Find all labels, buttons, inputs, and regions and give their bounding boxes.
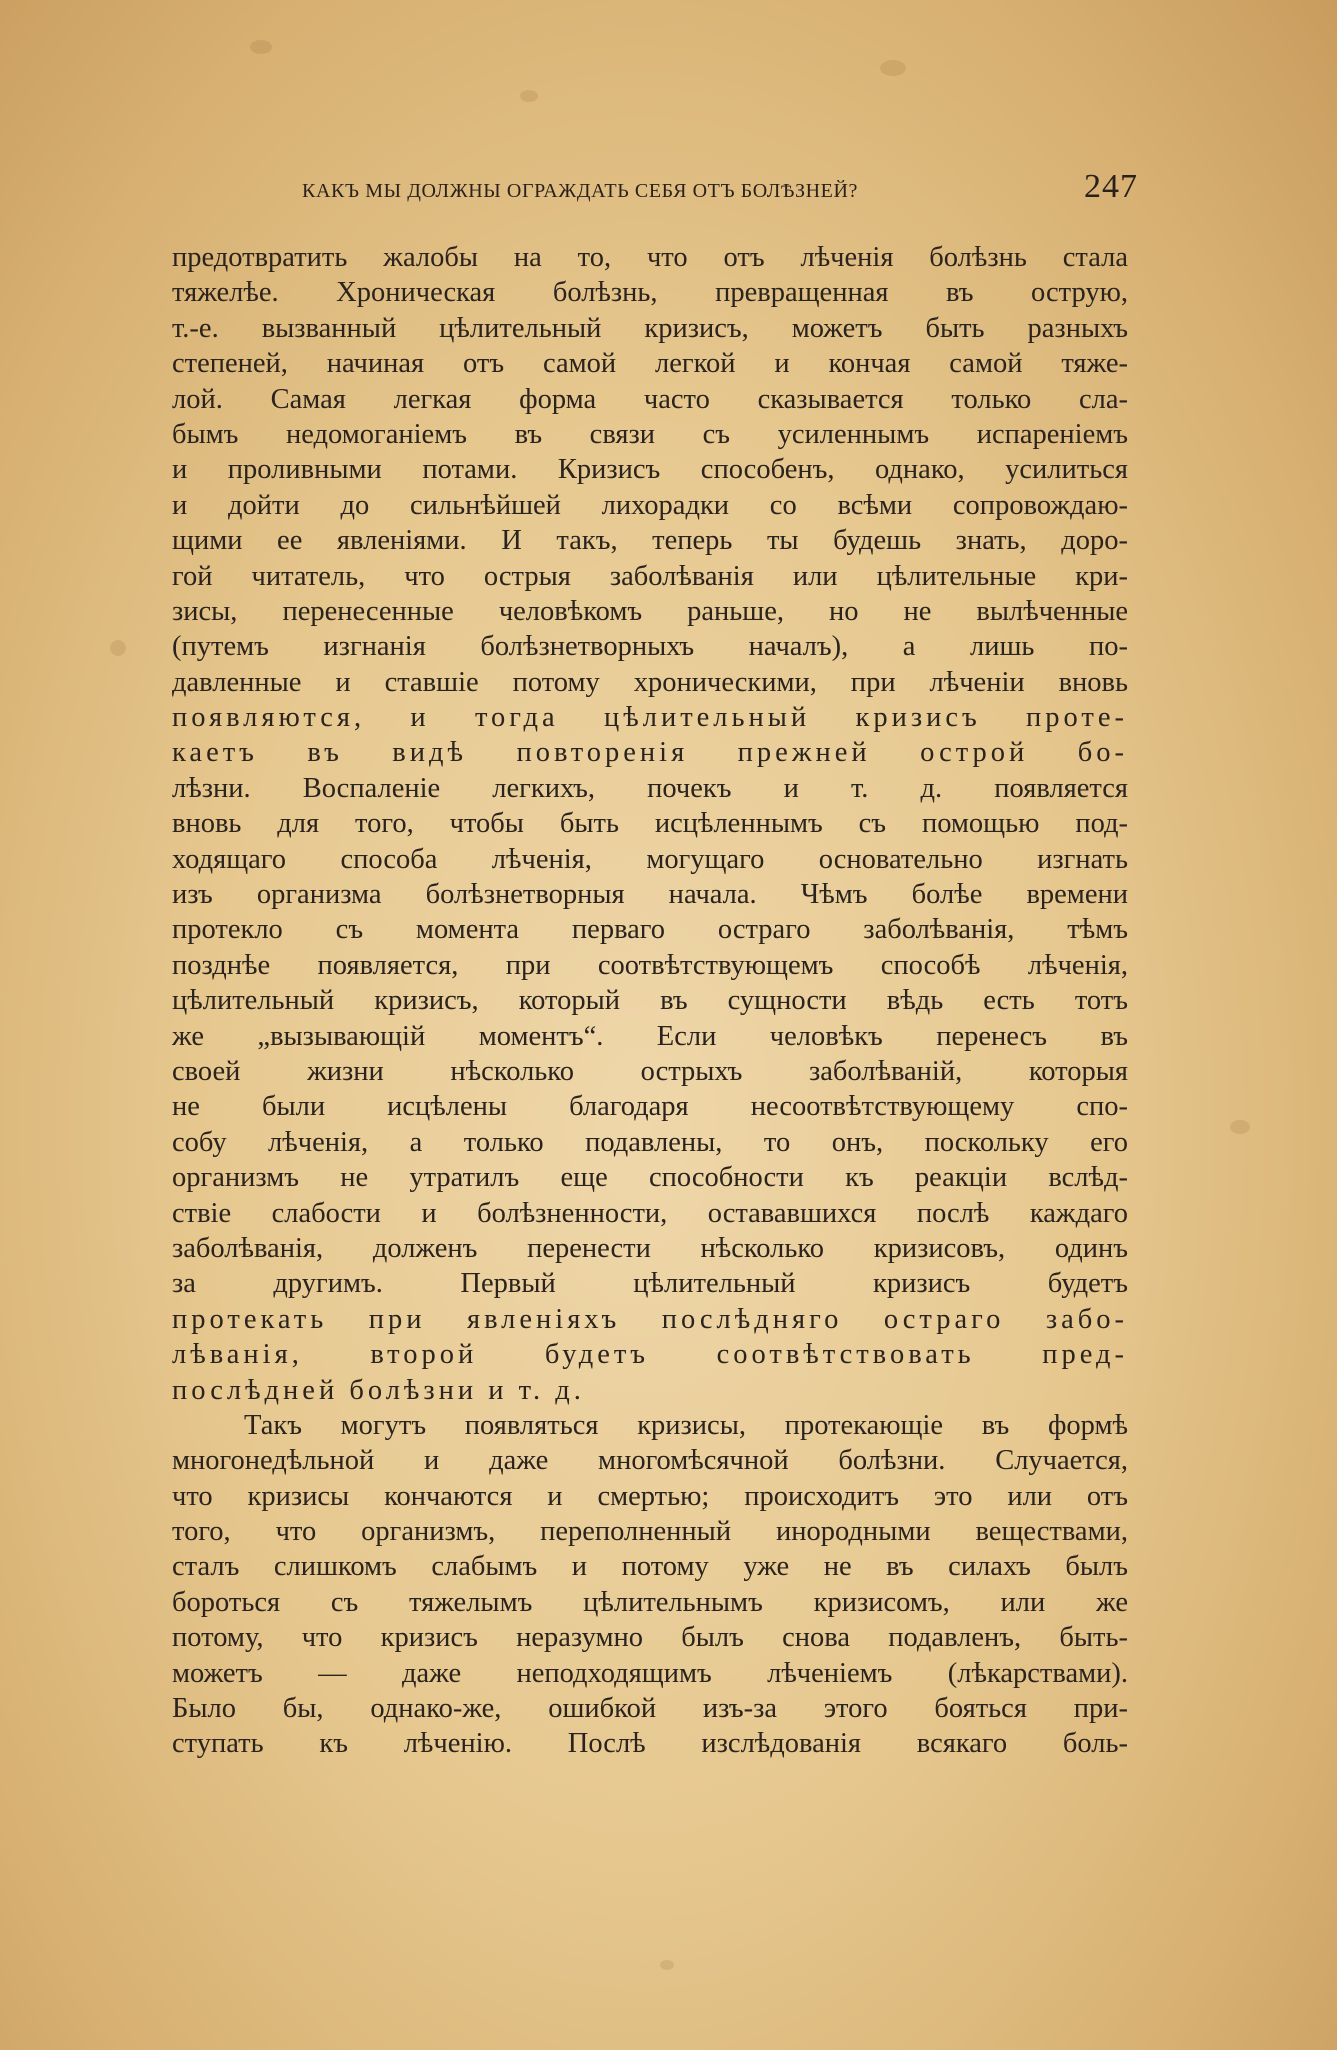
text-line: (путемъ изгнанія болѣзнетворныхъ началъ), а лишь по- — [172, 631, 1128, 663]
paper-stain — [110, 640, 126, 656]
text-line: цѣлительный кризисъ, который въ сущности вѣдь есть тотъ — [172, 985, 1128, 1017]
text-line: каетъ въ видѣ повторенія прежней острой бо- — [172, 737, 1128, 769]
text-line: сталъ слишкомъ слабымъ и потому уже не въ силахъ былъ — [172, 1551, 1128, 1583]
text-line: собу лѣченія, а только подавлены, то онъ, поскольку его — [172, 1126, 1128, 1158]
text-line: бороться съ тяжелымъ цѣлительнымъ кризисомъ, или же — [172, 1586, 1128, 1618]
text-line: Было бы, однако-же, ошибкой изъ-за этого бояться при- — [172, 1693, 1128, 1725]
text-line: не были исцѣлены благодаря несоотвѣтствующему спо- — [172, 1091, 1128, 1123]
text-line: давленные и ставшіе потому хроническими, при лѣченіи вновь — [172, 666, 1128, 698]
text-line: и проливными потами. Кризисъ способенъ, однако, усилиться — [172, 454, 1128, 486]
text-line: протекло съ момента перваго остраго заболѣванія, тѣмъ — [172, 914, 1128, 946]
text-line: лой. Самая легкая форма часто сказывается только сла- — [172, 383, 1128, 415]
text-line: зисы, перенесенные человѣкомъ раньше, но не вылѣченные — [172, 595, 1128, 627]
text-line: Такъ могутъ появляться кризисы, протекающіе въ формѣ — [244, 1409, 1128, 1441]
paper-stain — [1230, 1120, 1250, 1134]
text-line: за другимъ. Первый цѣлительный кризисъ будетъ — [172, 1268, 1128, 1300]
body-text — [172, 240, 1128, 1762]
page-number: 247 — [1084, 168, 1138, 205]
text-line: потому, что кризисъ неразумно былъ снова подавленъ, быть- — [172, 1622, 1128, 1654]
text-line: лѣванія, второй будетъ соотвѣтствовать пред- — [172, 1339, 1128, 1371]
paper-stain — [660, 1960, 674, 1970]
text-line: и дойти до сильнѣйшей лихорадки со всѣми сопровождаю- — [172, 489, 1128, 521]
running-head: КАКЪ МЫ ДОЛЖНЫ ОГРАЖДАТЬ СЕБЯ ОТЪ БОЛѢЗНЕЙ? — [302, 180, 858, 202]
text-line: позднѣе появляется, при соотвѣтствующемъ способѣ лѣченія, — [172, 949, 1128, 981]
text-line: заболѣванія, долженъ перенести нѣсколько кризисовъ, одинъ — [172, 1232, 1128, 1264]
paper-stain — [880, 60, 906, 76]
text-line: своей жизни нѣсколько острыхъ заболѣваній, которыя — [172, 1055, 1128, 1087]
text-line: ходящаго способа лѣченія, могущаго основательно изгнать — [172, 843, 1128, 875]
text-line: изъ организма болѣзнетворныя начала. Чѣмъ болѣе времени — [172, 879, 1128, 911]
text-line: появляются, и тогда цѣлительный кризисъ проте- — [172, 702, 1128, 734]
text-line: ступать къ лѣченію. Послѣ изслѣдованія всякаго боль- — [172, 1728, 1128, 1760]
text-line: лѣзни. Воспаленіе легкихъ, почекъ и т. д. появляется — [172, 772, 1128, 804]
text-line: степеней, начиная отъ самой легкой и кончая самой тяже- — [172, 348, 1128, 380]
text-line: вновь для того, чтобы быть исцѣленнымъ съ помощью под- — [172, 808, 1128, 840]
text-line: что кризисы кончаются и смертью; происходитъ это или отъ — [172, 1480, 1128, 1512]
text-line: можетъ — даже неподходящимъ лѣченіемъ (лѣкарствами). — [172, 1657, 1128, 1689]
text-line: т.-е. вызванный цѣлительный кризисъ, можетъ быть разныхъ — [172, 312, 1128, 344]
text-line: организмъ не утратилъ еще способности къ реакціи вслѣд- — [172, 1162, 1128, 1194]
text-line: того, что организмъ, переполненный инородными веществами, — [172, 1516, 1128, 1548]
paper-stain — [520, 90, 538, 102]
text-line: предотвратить жалобы на то, что отъ лѣченія болѣзнь стала — [172, 242, 1128, 273]
page-header — [172, 168, 1138, 224]
text-line: многонедѣльной и даже многомѣсячной болѣзни. Случается, — [172, 1445, 1128, 1477]
text-line: послѣдней болѣзни и т. д. — [172, 1374, 585, 1406]
text-line: щими ее явленіями. И такъ, теперь ты будешь знать, доро- — [172, 525, 1128, 557]
text-line: бымъ недомоганіемъ въ связи съ усиленнымъ испареніемъ — [172, 418, 1128, 450]
text-line: же „вызывающій моментъ“. Если человѣкъ перенесъ въ — [172, 1020, 1128, 1052]
text-line: гой читатель, что острыя заболѣванія или цѣлительные кри- — [172, 560, 1128, 592]
text-line: протекать при явленіяхъ послѣдняго остраго забо- — [172, 1303, 1128, 1335]
text-line: ствіе слабости и болѣзненности, остававшихся послѣ каждаго — [172, 1197, 1128, 1229]
text-line: тяжелѣе. Хроническая болѣзнь, превращенная въ острую, — [172, 277, 1128, 309]
paper-stain — [250, 40, 272, 54]
